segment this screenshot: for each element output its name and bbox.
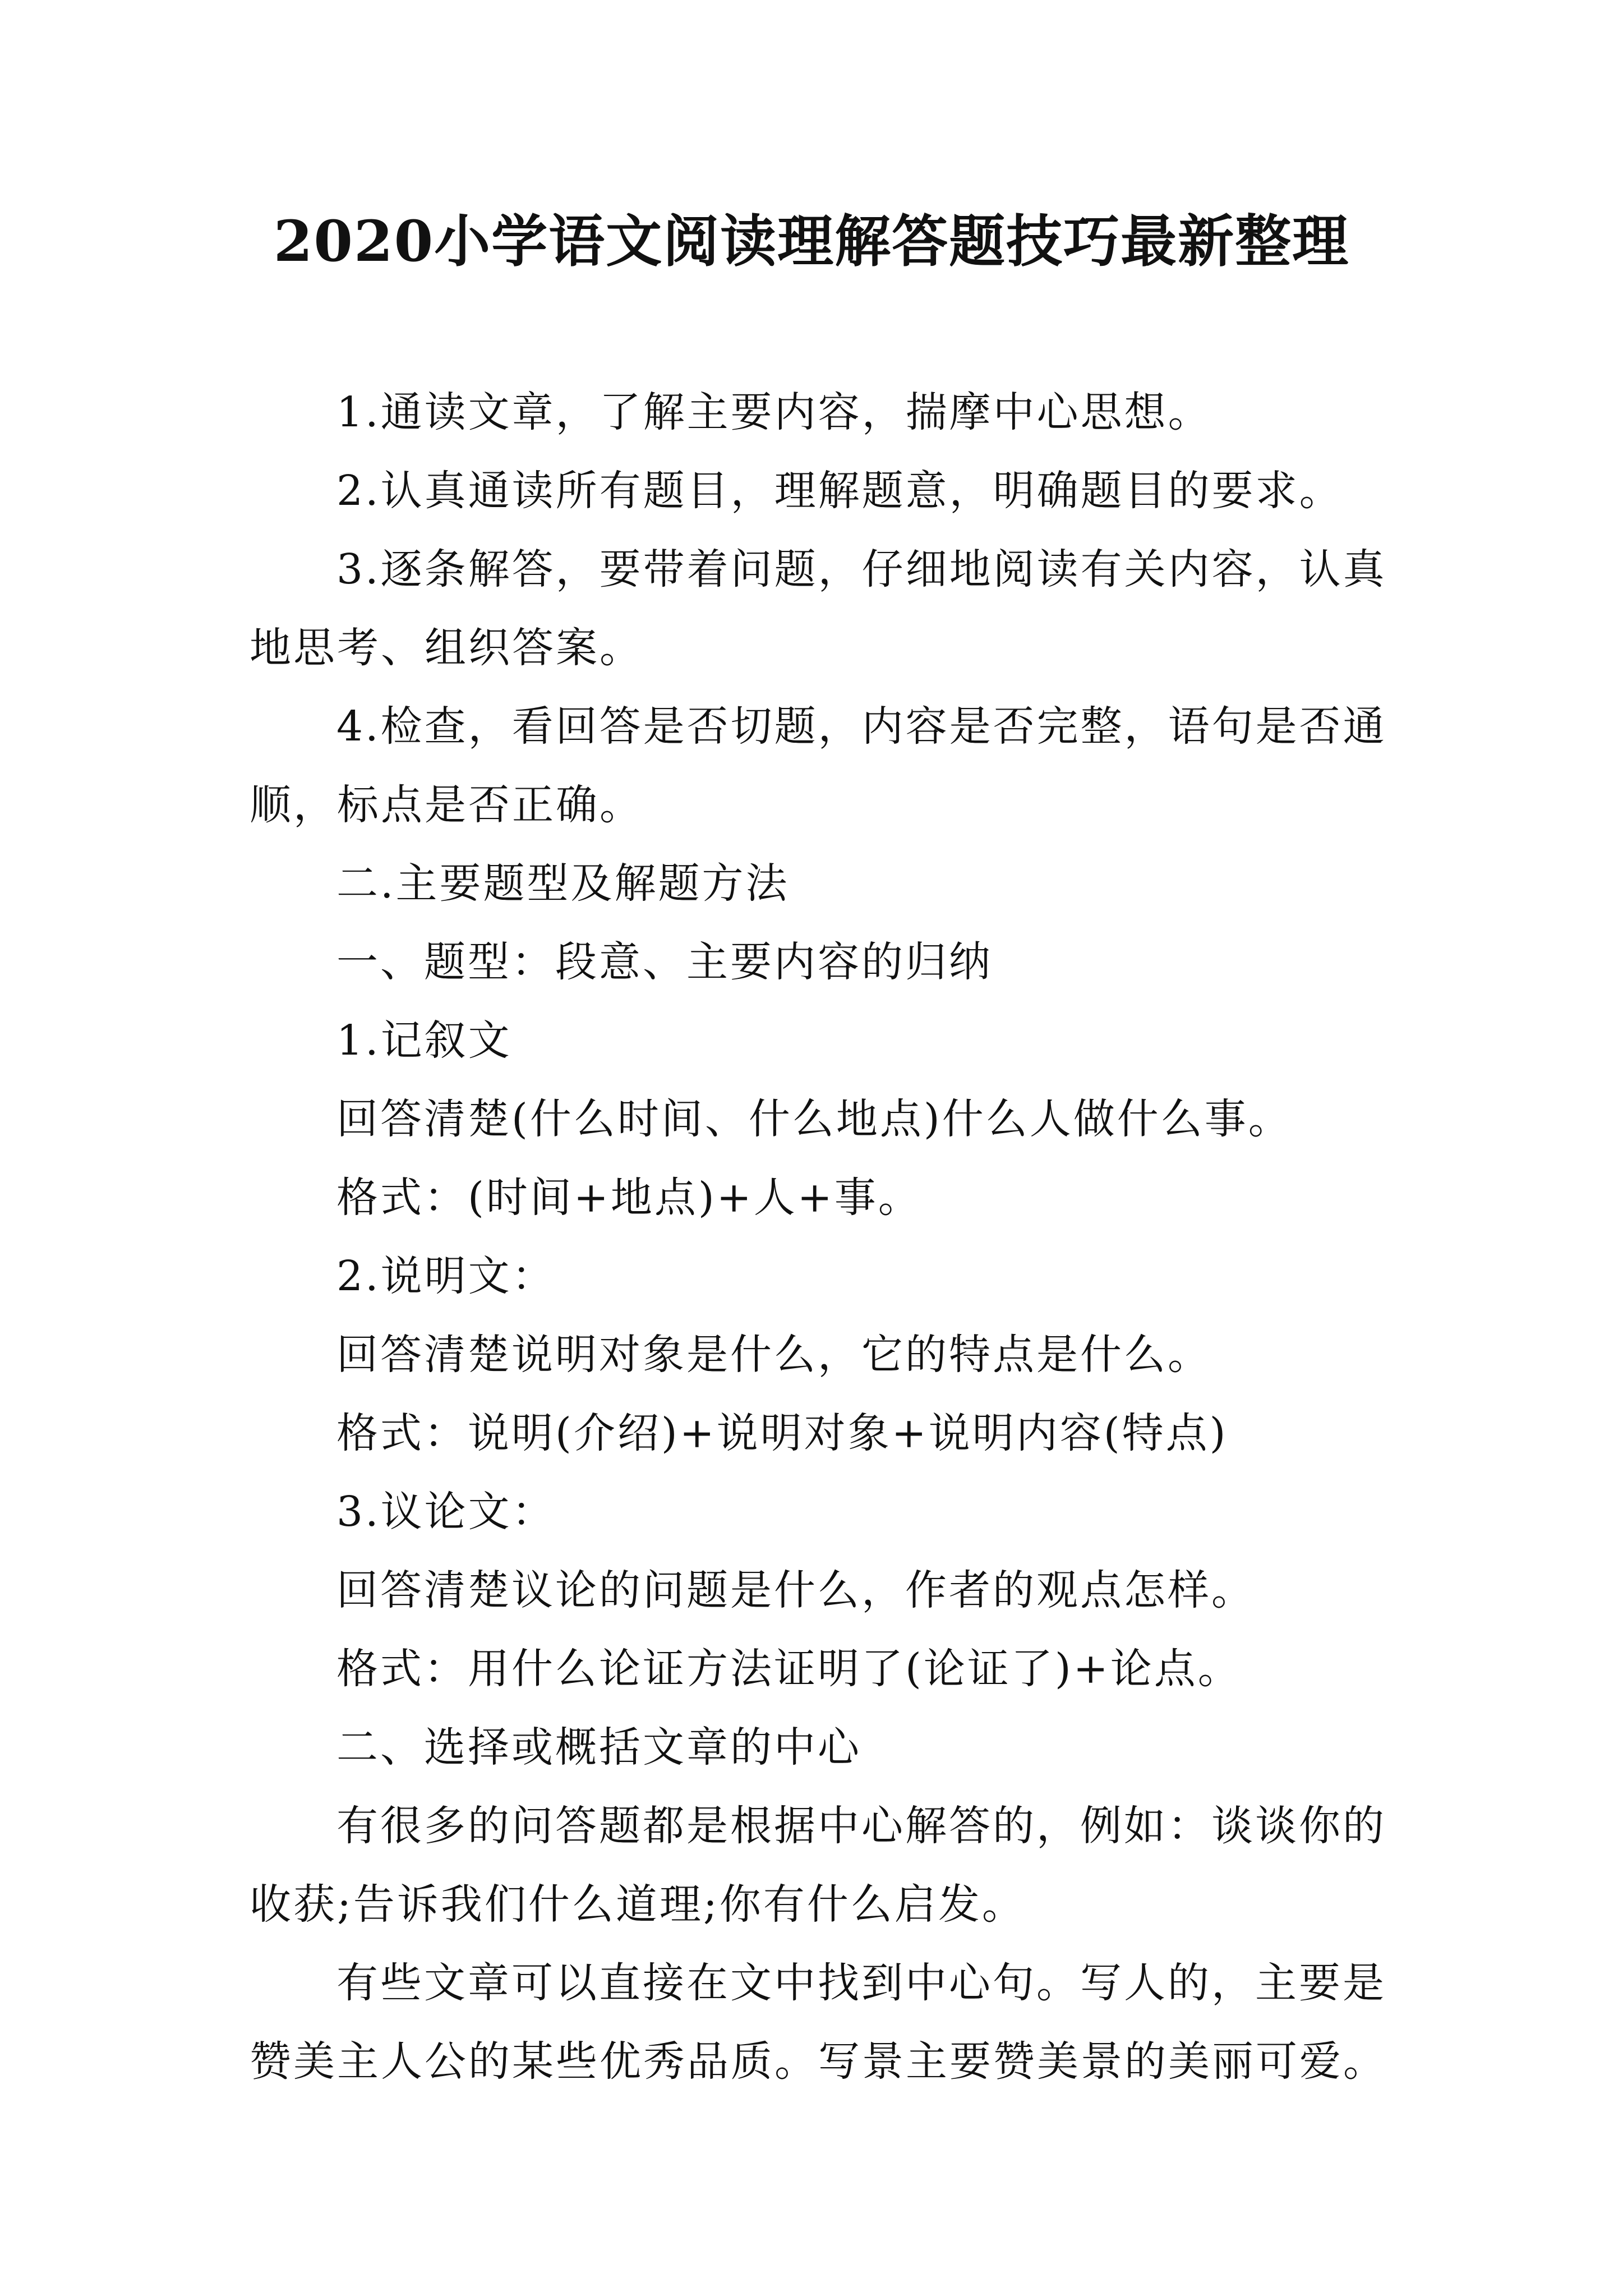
subheading-expository: 2.说明文：	[336, 1252, 556, 1300]
paragraph-narrative-format: 格式：(时间+地点)+人+事。	[336, 1174, 922, 1222]
subheading-central-idea: 二、选择或概括文章的中心	[336, 1723, 861, 1772]
subheading-narrative: 1.记叙文	[336, 1016, 512, 1065]
paragraph-expository-format: 格式：说明(介绍)+说明对象+说明内容(特点)	[336, 1409, 1228, 1457]
document-title: 2020小学语文阅读理解答题技巧最新整理	[273, 208, 1350, 274]
subheading-argumentative: 3.议论文：	[336, 1488, 556, 1536]
paragraph-narrative-answer: 回答清楚(什么时间、什么地点)什么人做什么事。	[336, 1095, 1292, 1143]
subheading-paragraph-summary: 一、题型：段意、主要内容的归纳	[336, 938, 993, 986]
paragraph-expository-answer: 回答清楚说明对象是什么，它的特点是什么。	[336, 1331, 1211, 1379]
paragraph-argumentative-format: 格式：用什么论证方法证明了(论证了)+论点。	[336, 1645, 1242, 1693]
paragraph-4: 4.检查，看回答是否切题，内容是否完整，语句是否通顺，标点是否正确。	[250, 702, 1387, 829]
paragraph-central-idea-1: 有很多的问答题都是根据中心解答的，例如：谈谈你的收获;告诉我们什么道理;你有什么启发。	[250, 1802, 1386, 1929]
paragraph-2: 2.认真通读所有题目，理解题意，明确题目的要求。	[336, 467, 1343, 515]
paragraph-3: 3.逐条解答，要带着问题，仔细地阅读有关内容，认真地思考、组织答案。	[250, 545, 1387, 672]
paragraph-central-idea-2: 有些文章可以直接在文中找到中心句。写人的，主要是赞美主人公的某些优秀品质。写景主要赞美景的美丽可爱。	[250, 1959, 1387, 2086]
document-body	[250, 373, 1388, 2101]
paragraph-argumentative-answer: 回答清楚议论的问题是什么，作者的观点怎样。	[336, 1566, 1255, 1614]
paragraph-1: 1.通读文章，了解主要内容，揣摩中心思想。	[336, 388, 1212, 436]
section-heading-question-types: 二.主要题型及解题方法	[336, 859, 790, 908]
